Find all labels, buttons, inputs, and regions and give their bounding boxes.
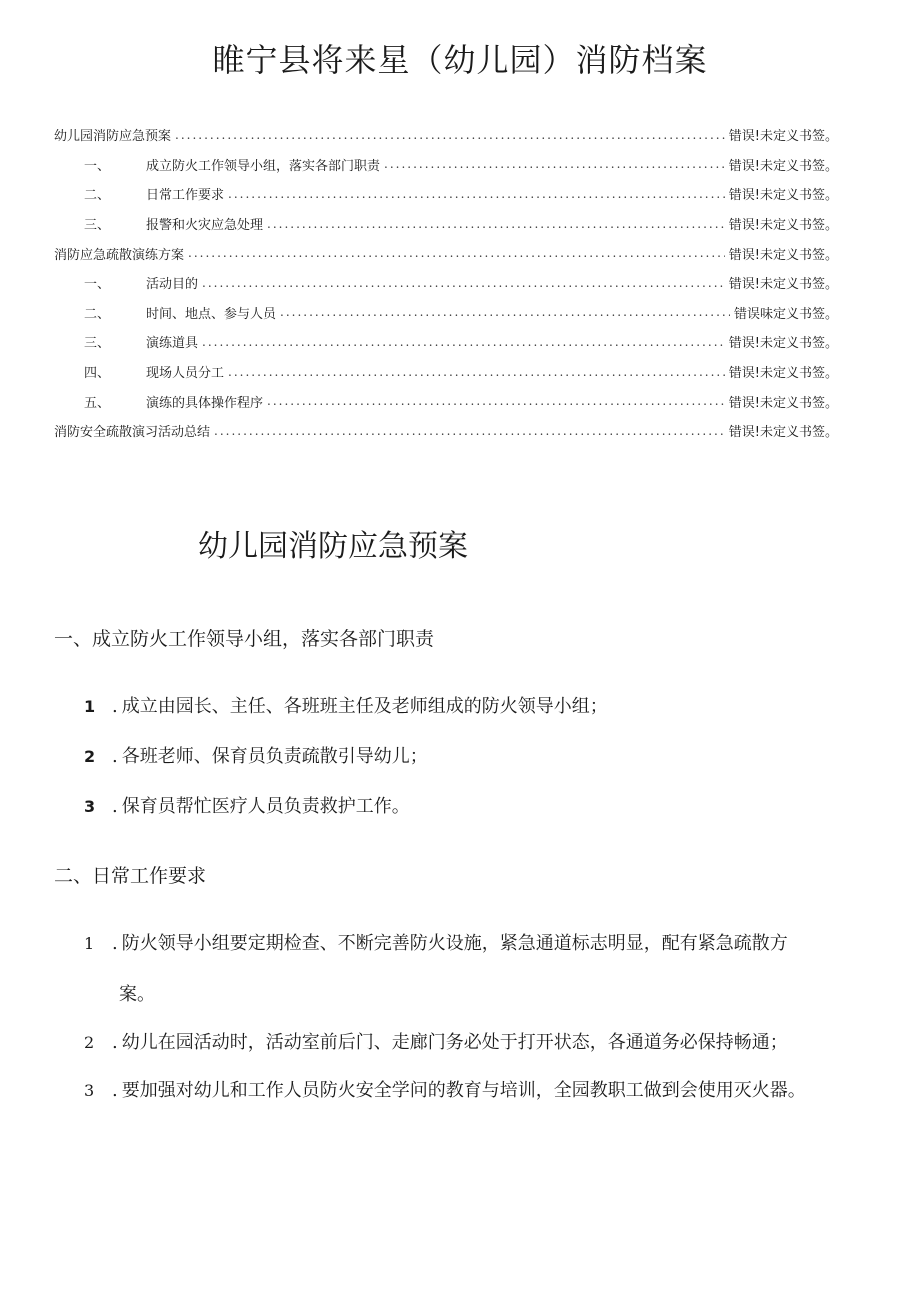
- toc-dot-leader: [202, 335, 725, 349]
- toc-dot-leader: [267, 217, 725, 231]
- toc-entry-label: 现场人员分工: [146, 366, 225, 382]
- toc-entry[interactable]: [54, 298, 838, 328]
- toc-entry[interactable]: [54, 357, 838, 387]
- toc-dot-leader: [228, 365, 725, 379]
- toc-entry[interactable]: [54, 150, 838, 180]
- toc-dot-leader: [280, 305, 730, 319]
- item-text: 防火领导小组要定期检查、不断完善防火设施，紧急通道标志明显，配有紧急疏散方: [121, 933, 788, 954]
- toc-entry-page: 错误!未定义书签。: [728, 277, 838, 293]
- toc-dot-leader: [384, 157, 725, 171]
- item-number: 2: [84, 1033, 95, 1052]
- toc-entry-page: 错误味定义书签。: [733, 306, 838, 322]
- part1-heading: 一、成立防火工作领导小组，落实各部门职责: [54, 628, 435, 650]
- toc-entry-number: 二、: [84, 188, 111, 204]
- item-text: 保育员帮忙医疗人员负责救护工作。: [121, 796, 410, 817]
- item-number: 3: [84, 1081, 95, 1100]
- toc-entry-label: 日常工作要求: [146, 188, 225, 204]
- toc-entry-page: 错误!未定义书签。: [728, 366, 838, 382]
- part1-item-3: 3 . 保育员帮忙医疗人员负责救护工作。: [84, 794, 410, 820]
- toc-entry-label: 消防安全疏散演习活动总结: [54, 425, 211, 441]
- toc-entry-label: 消防应急疏散演练方案: [54, 247, 185, 263]
- toc-entry-number: 一、: [84, 277, 111, 293]
- item-text: 幼儿在园活动时，活动室前后门、走廊门务必处于打开状态，各通道务必保持畅通；: [121, 1032, 788, 1053]
- part2-item-2: 2 . 幼儿在园活动时，活动室前后门、走廊门务必处于打开状态，各通道务必保持畅通；: [84, 1030, 788, 1056]
- item-number: 1: [84, 934, 95, 953]
- toc-dot-leader: [228, 187, 725, 201]
- section-title: 幼儿园消防应急预案: [198, 529, 468, 564]
- toc-dot-leader: [214, 424, 725, 438]
- toc-dot-leader: [202, 276, 725, 290]
- part2-item-1-continuation: 案。: [119, 984, 155, 1005]
- item-text: 成立由园长、主任、各班班主任及老师组成的防火领导小组；: [121, 696, 608, 717]
- toc-entry-page: 错误!未定义书签。: [728, 188, 838, 204]
- item-text: 各班老师、保育员负责疏散引导幼儿；: [121, 746, 428, 767]
- toc-entry-page: 错误!未定义书签。: [728, 395, 838, 411]
- toc-dot-leader: [175, 128, 725, 142]
- part2-item-3: 3 . 要加强对幼儿和工作人员防火安全学问的教育与培训，全园教职工做到会使用灭火器。: [84, 1078, 806, 1104]
- toc-entry-page: 错误!未定义书签。: [728, 336, 838, 352]
- toc-entry-page: 错误!未定义书签。: [728, 247, 838, 263]
- toc-entry[interactable]: [54, 179, 838, 209]
- toc-entry-label: 活动目的: [146, 277, 199, 293]
- part1-item-2: 2 . 各班老师、保育员负责疏散引导幼儿；: [84, 744, 428, 770]
- toc-entry[interactable]: [54, 209, 838, 239]
- toc-entry-label: 演练的具体操作程序: [146, 395, 264, 411]
- toc-entry-number: 四、: [84, 366, 111, 382]
- toc-entry-label: 时间、地点、参与人员: [146, 306, 277, 322]
- toc-entry-number: 二、: [84, 306, 111, 322]
- toc-entry-page: 错误!未定义书签。: [728, 158, 838, 174]
- table-of-contents: [54, 120, 838, 446]
- toc-entry-label: 幼儿园消防应急预案: [54, 129, 172, 145]
- item-text: 要加强对幼儿和工作人员防火安全学问的教育与培训，全园教职工做到会使用灭火器。: [121, 1080, 806, 1101]
- toc-entry-page: 错误!未定义书签。: [728, 218, 838, 234]
- toc-entry[interactable]: [54, 386, 838, 416]
- toc-entry[interactable]: [54, 268, 838, 298]
- part2-item-1: 1 . 防火领导小组要定期检查、不断完善防火设施，紧急通道标志明显，配有紧急疏散方: [84, 931, 788, 957]
- toc-entry-page: 错误!未定义书签。: [728, 129, 838, 145]
- item-number: 2: [84, 747, 96, 766]
- toc-entry-label: 演练道具: [146, 336, 199, 352]
- item-number: 3: [84, 797, 96, 816]
- part2-heading: 二、日常工作要求: [54, 865, 207, 887]
- item-number: 1: [84, 697, 96, 716]
- document-title: 睢宁县将来星（幼儿园）消防档案: [212, 41, 708, 79]
- part1-item-1: 1 . 成立由园长、主任、各班班主任及老师组成的防火领导小组；: [84, 694, 608, 720]
- toc-entry-label: 报警和火灾应急处理: [146, 218, 264, 234]
- toc-entry[interactable]: [54, 327, 838, 357]
- toc-entry[interactable]: [54, 416, 838, 446]
- toc-dot-leader: [267, 394, 725, 408]
- toc-entry-number: 一、: [84, 158, 111, 174]
- toc-entry-number: 五、: [84, 395, 111, 411]
- toc-dot-leader: [188, 246, 725, 260]
- toc-entry-number: 三、: [84, 218, 111, 234]
- toc-entry-number: 三、: [84, 336, 111, 352]
- toc-entry[interactable]: [54, 238, 838, 268]
- toc-entry-page: 错误!未定义书签。: [728, 425, 838, 441]
- toc-entry-label: 成立防火工作领导小组，落实各部门职责: [146, 158, 381, 174]
- toc-entry[interactable]: [54, 120, 838, 150]
